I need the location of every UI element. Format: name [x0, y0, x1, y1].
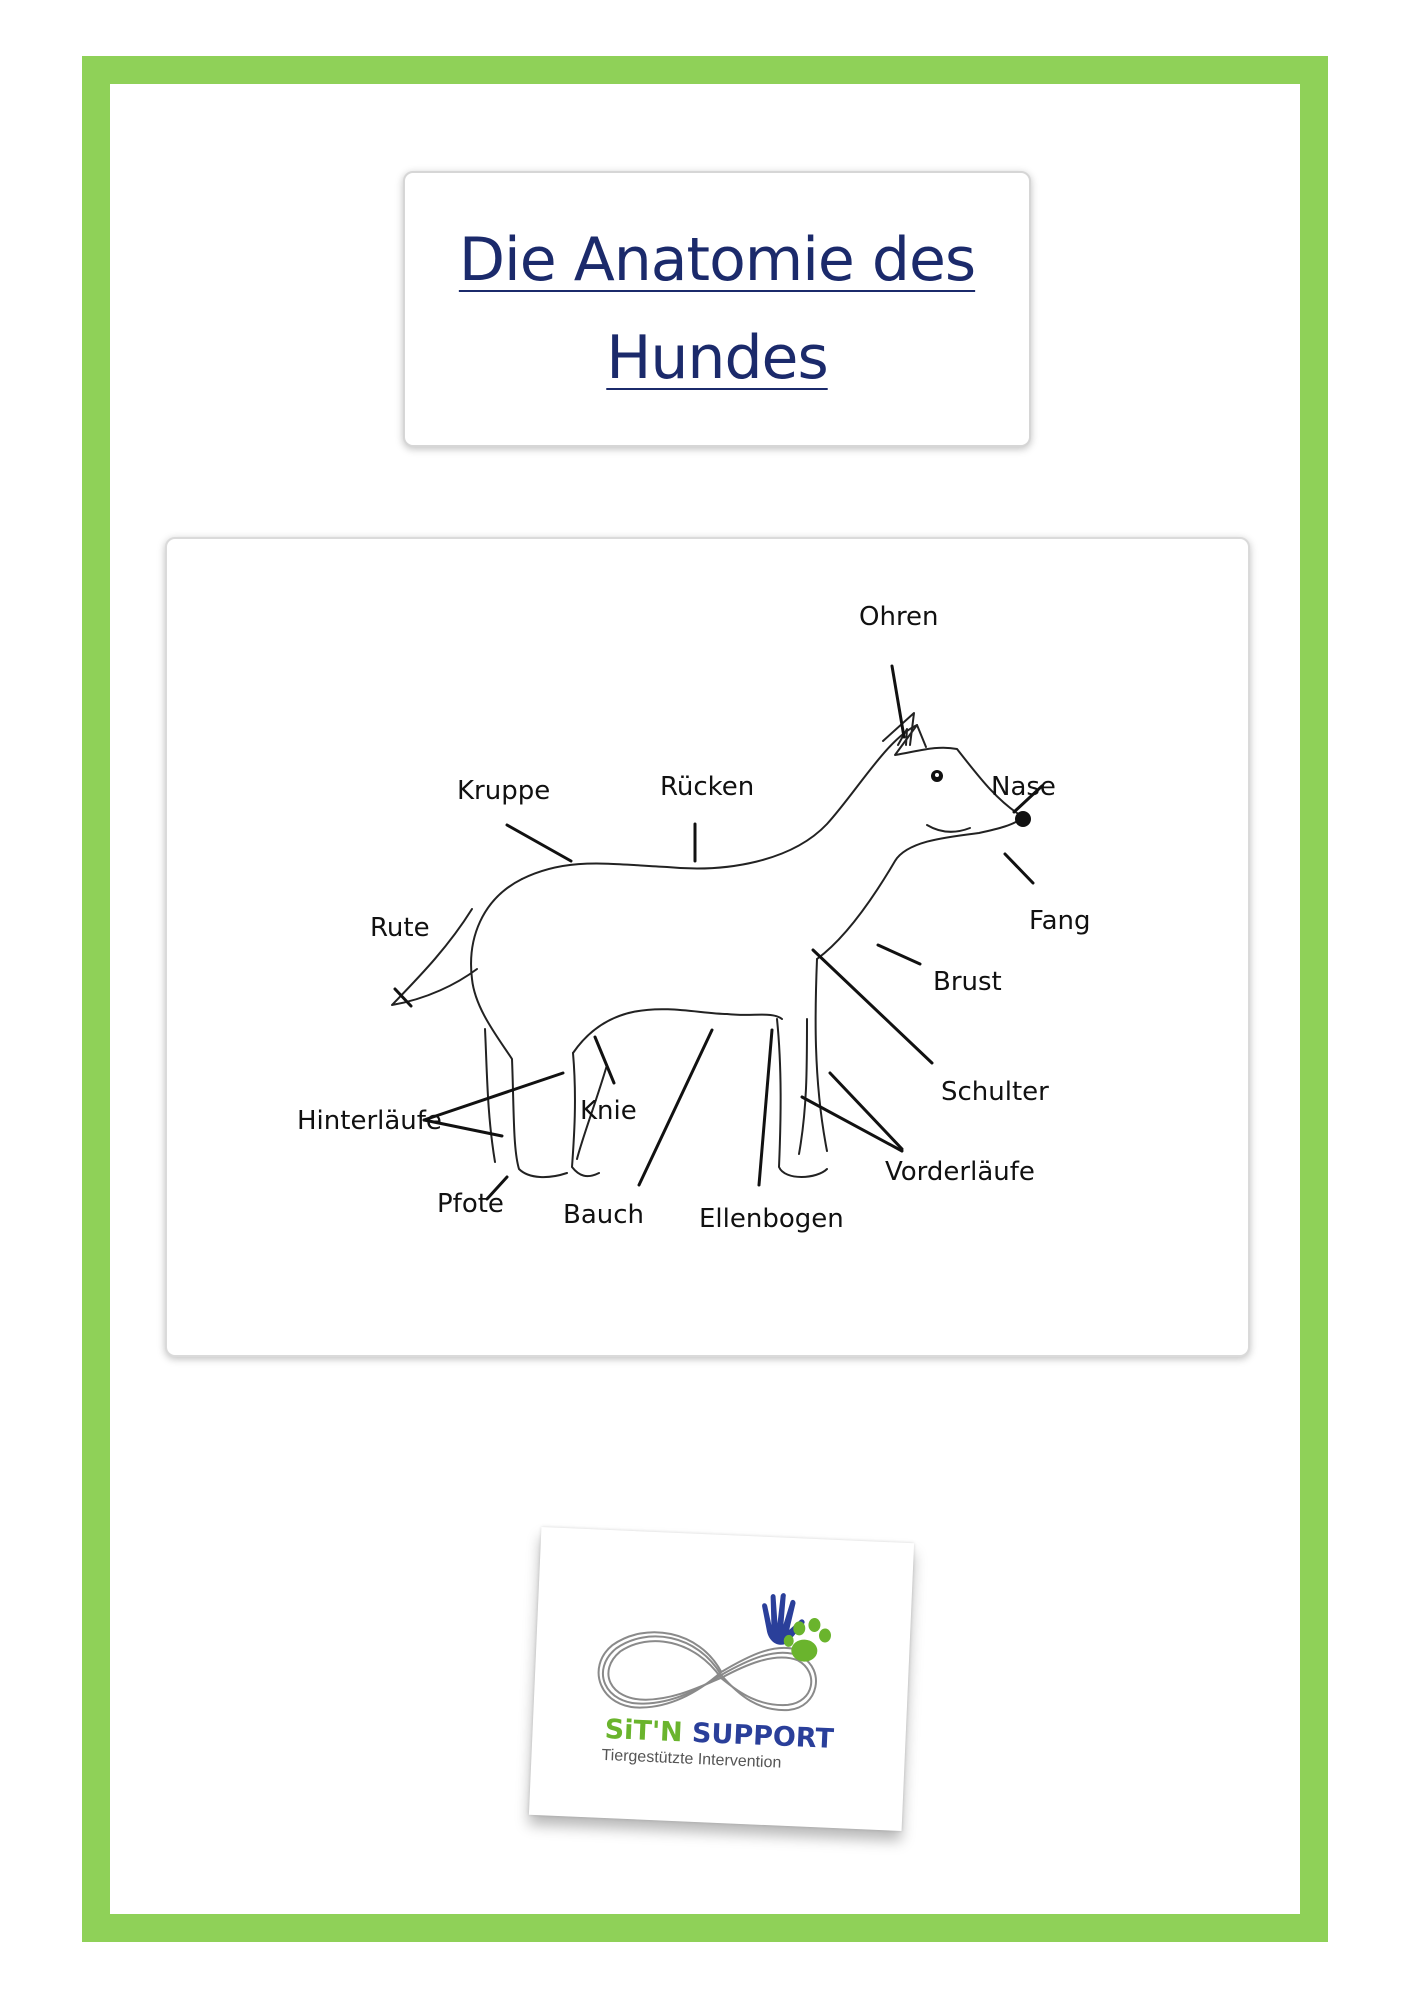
title-box — [403, 171, 1031, 447]
label-kruppe: Kruppe — [457, 776, 551, 806]
logo-card — [529, 1527, 914, 1831]
dog-illustration — [167, 539, 1250, 1357]
label-bauch: Bauch — [563, 1200, 645, 1230]
label-brust: Brust — [933, 967, 1002, 997]
title-line-1: Die Anatomie des — [458, 225, 976, 295]
brand-name: SiT'N SUPPORT — [604, 1713, 835, 1755]
hand-icon — [760, 1592, 805, 1646]
label-ohren: Ohren — [859, 602, 939, 632]
label-vorderlaeufe: Vorderläufe — [885, 1157, 1035, 1187]
label-fang: Fang — [1029, 906, 1091, 936]
brand-tagline: Tiergestützte Intervention — [601, 1746, 782, 1772]
label-nase: Nase — [991, 772, 1056, 802]
page-title — [459, 211, 975, 407]
label-ruecken: Rücken — [660, 772, 755, 802]
label-knie: Knie — [580, 1096, 637, 1126]
label-hinterlaeufe: Hinterläufe — [297, 1106, 442, 1136]
title-line-2: Hundes — [606, 323, 828, 393]
label-ellenbogen: Ellenbogen — [699, 1204, 844, 1234]
label-schulter: Schulter — [941, 1077, 1049, 1107]
label-pfote: Pfote — [437, 1189, 504, 1219]
brand-logo — [529, 1527, 914, 1831]
anatomy-diagram — [165, 537, 1250, 1357]
label-rute: Rute — [370, 913, 430, 943]
